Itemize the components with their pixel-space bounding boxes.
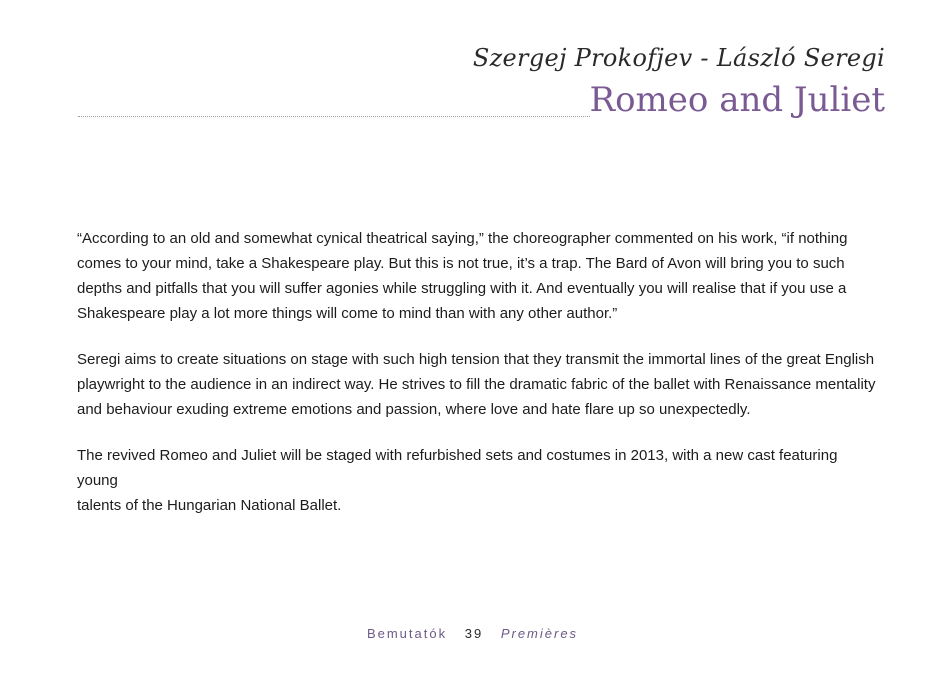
page-number: 39 (464, 626, 484, 641)
page-footer (0, 626, 945, 641)
composer-choreographer-subtitle: Szergej Prokofjev - László Seregi (472, 44, 885, 72)
footer-section-french: Premières (500, 626, 579, 641)
page-title: Romeo and Juliet (589, 80, 885, 120)
paragraph-quote: “According to an old and somewhat cynical theatrical saying,” the choreographer commented on his work, “if nothing comes to your mind, take a Shakespeare play. But this is not true, it’s a trap. The Bard of Avon will bring you to such depths and pitfalls that you will suffer agonies while struggling with it. And eventually you will realise that if you use a Shakespeare play a lot more things will come to mind than with any other author.” (77, 230, 848, 322)
footer-section-hungarian: Bemutatók (366, 626, 448, 641)
paragraph-seregi-aims: Seregi aims to create situations on stage with such high tension that they transmit the immortal lines of the great English playwright to the audience in an indirect way. He strives to fill the dramatic fabric of the ballet with Renaissance mentality and behaviour exuding extreme emotions and passion, where love and hate flare up so unexpectedly. (77, 351, 876, 418)
article-body (77, 226, 877, 539)
paragraph-revival: The revived Romeo and Juliet will be staged with refurbished sets and costumes in 2013, with a new cast featuring young talents of the Hungarian National Ballet. (77, 447, 838, 514)
dotted-divider (78, 116, 590, 117)
